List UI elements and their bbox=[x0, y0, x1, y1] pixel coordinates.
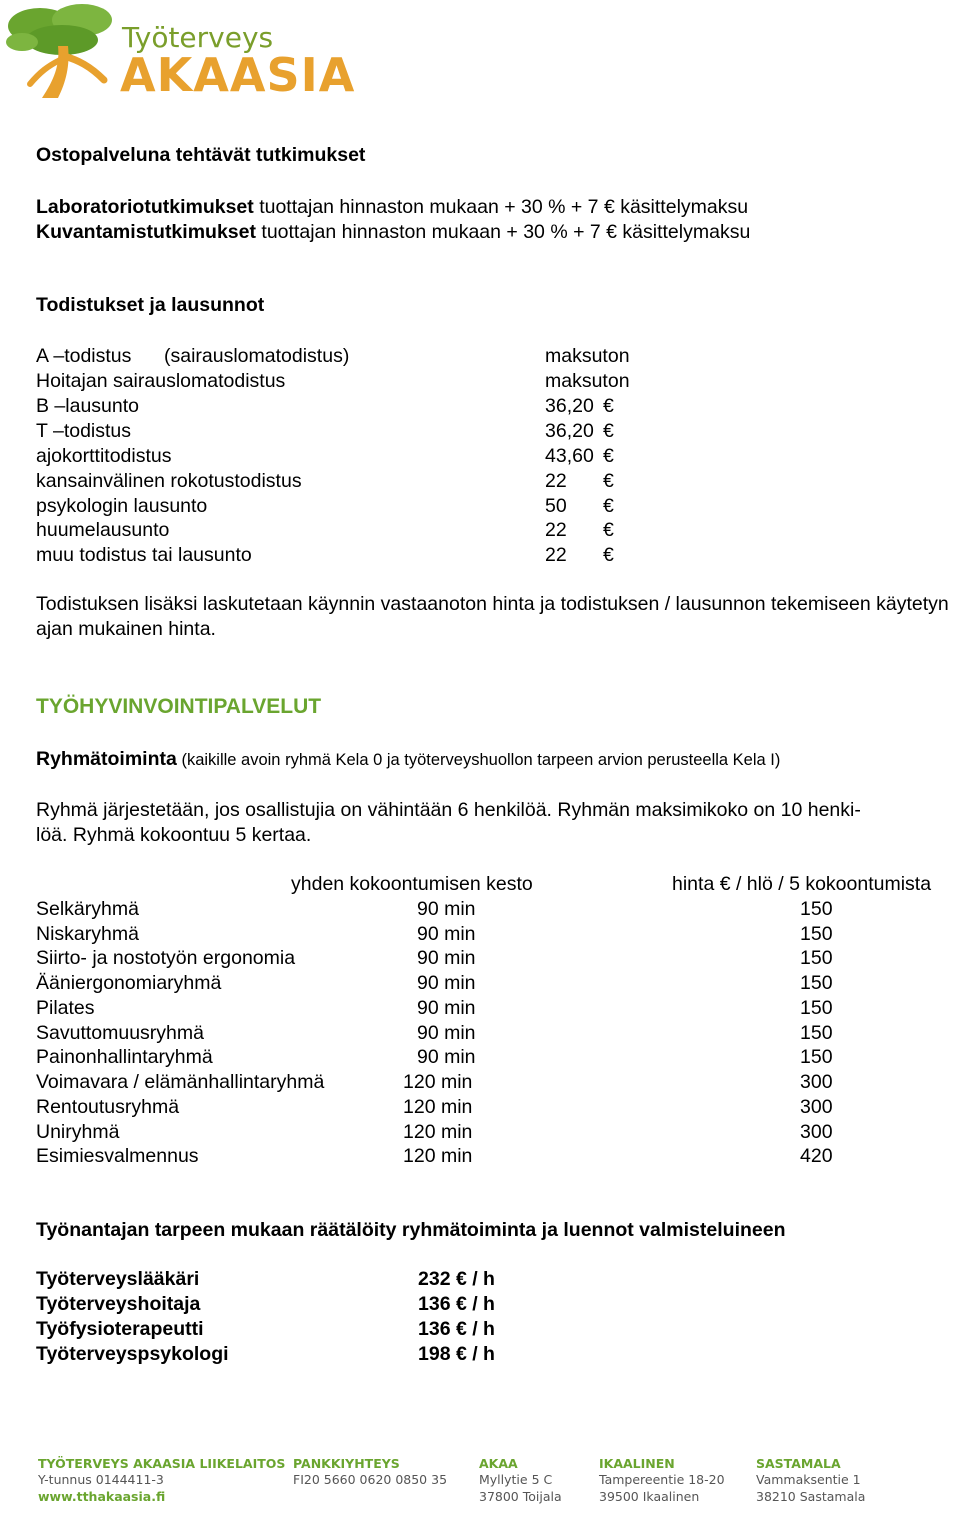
lab-text: tuottajan hinnaston mukaan + 30 % + 7 € käsittelymaksu bbox=[253, 196, 749, 218]
item-price: 22 bbox=[545, 470, 567, 492]
logo-subtitle: Työterveys bbox=[122, 21, 274, 54]
euro-sign: € bbox=[603, 445, 614, 467]
duration-header: yhden kokoontumisen kesto bbox=[291, 873, 533, 895]
item-price: 36,20 bbox=[545, 420, 594, 442]
group-activity-heading bbox=[36, 750, 780, 770]
role-name: Työfysioterapeutti bbox=[36, 1318, 204, 1340]
group-name: Painonhallintaryhmä bbox=[36, 1046, 213, 1068]
group-name: Esimiesvalmennus bbox=[36, 1145, 199, 1167]
footer-sastamala-street: Vammaksentie 1 bbox=[756, 1472, 861, 1487]
list-item bbox=[36, 472, 302, 492]
item-price: maksuton bbox=[545, 370, 630, 392]
table-row bbox=[36, 925, 139, 945]
footer-company-head: TYÖTERVEYS AKAASIA LIIKELAITOS bbox=[38, 1456, 286, 1471]
group-duration: 90 min bbox=[417, 997, 476, 1019]
section-title: Ostopalveluna tehtävät tutkimukset bbox=[36, 144, 366, 166]
item-name: Hoitajan sairauslomatodistus bbox=[36, 370, 286, 392]
item-price: maksuton bbox=[545, 345, 630, 367]
group-duration: 120 min bbox=[403, 1145, 473, 1167]
item-name: A –todistus bbox=[36, 345, 132, 367]
footer-company-id: Y-tunnus 0144411-3 bbox=[38, 1472, 164, 1487]
table-row bbox=[36, 1048, 213, 1068]
item-price: 43,60 bbox=[545, 445, 594, 467]
table-row bbox=[36, 949, 295, 969]
group-price: 300 bbox=[800, 1096, 833, 1118]
footer-akaa-street: Myllytie 5 C bbox=[479, 1472, 553, 1487]
group-name: Ääniergonomiaryhmä bbox=[36, 972, 222, 994]
item-name: psykologin lausunto bbox=[36, 495, 208, 517]
footer-bank-iban: FI20 5660 0620 0850 35 bbox=[293, 1472, 448, 1487]
certificates-note: Todistuksen lisäksi laskutetaan käynnin vastaanoton hinta ja todistuksen / lausunnon tekemiseen käytetyn ajan mukainen hinta. bbox=[36, 593, 949, 640]
table-row bbox=[36, 1073, 324, 1093]
group-duration: 90 min bbox=[417, 923, 476, 945]
table-row bbox=[36, 900, 139, 920]
footer-akaa-head: AKAA bbox=[479, 1456, 518, 1471]
item-name: B –lausunto bbox=[36, 395, 139, 417]
euro-sign: € bbox=[603, 495, 614, 517]
table-row bbox=[36, 1024, 204, 1044]
list-item bbox=[36, 1345, 229, 1365]
group-price: 420 bbox=[800, 1145, 833, 1167]
list-item bbox=[36, 521, 169, 541]
list-item bbox=[36, 1270, 199, 1290]
imaging-row bbox=[36, 223, 750, 243]
group-price: 150 bbox=[800, 972, 833, 994]
group-text-line2: löä. Ryhmä kokoontuu 5 kertaa. bbox=[36, 824, 312, 846]
footer-bank-head: PANKKIYHTEYS bbox=[293, 1456, 400, 1471]
logo-title: AKAASIA bbox=[120, 48, 356, 102]
role-name: Työterveyspsykologi bbox=[36, 1343, 229, 1365]
footer-akaa-city: 37800 Toijala bbox=[479, 1489, 562, 1504]
group-name: Niskaryhmä bbox=[36, 923, 139, 945]
euro-sign: € bbox=[603, 420, 614, 442]
tree-icon bbox=[0, 0, 125, 100]
list-item bbox=[36, 422, 131, 442]
role-price: 136 € / h bbox=[418, 1318, 495, 1340]
item-name: T –todistus bbox=[36, 420, 132, 442]
role-name: Työterveyslääkäri bbox=[36, 1268, 200, 1290]
footer-company-web[interactable]: www.tthakaasia.fi bbox=[38, 1489, 166, 1504]
item-price: 22 bbox=[545, 519, 567, 541]
footer-ikaalinen-city: 39500 Ikaalinen bbox=[599, 1489, 700, 1504]
role-price: 232 € / h bbox=[418, 1268, 495, 1290]
footer-ikaalinen-head: IKAALINEN bbox=[599, 1456, 675, 1471]
table-row bbox=[36, 974, 221, 994]
lab-label: Laboratoriotutkimukset bbox=[36, 196, 254, 218]
imaging-label: Kuvantamistutkimukset bbox=[36, 221, 256, 243]
group-duration: 90 min bbox=[417, 1046, 476, 1068]
group-name: Rentoutusryhmä bbox=[36, 1096, 180, 1118]
group-duration: 90 min bbox=[417, 947, 476, 969]
role-name: Työterveyshoitaja bbox=[36, 1293, 201, 1315]
group-price: 150 bbox=[800, 947, 833, 969]
group-price: 300 bbox=[800, 1071, 833, 1093]
item-name: huumelausunto bbox=[36, 519, 170, 541]
imaging-text: tuottajan hinnaston mukaan + 30 % + 7 € käsittelymaksu bbox=[255, 221, 751, 243]
table-row bbox=[36, 1098, 179, 1118]
role-price: 136 € / h bbox=[418, 1293, 495, 1315]
group-price: 150 bbox=[800, 923, 833, 945]
group-price: 300 bbox=[800, 1121, 833, 1143]
price-header: hinta € / hlö / 5 kokoontumista bbox=[672, 873, 932, 895]
list-item bbox=[36, 372, 285, 392]
list-item bbox=[36, 1320, 204, 1340]
group-name: Siirto- ja nostotyön ergonomia bbox=[36, 947, 296, 969]
item-name: muu todistus tai lausunto bbox=[36, 544, 252, 566]
list-item bbox=[36, 1295, 200, 1315]
euro-sign: € bbox=[603, 519, 614, 541]
group-price: 150 bbox=[800, 898, 833, 920]
table-row bbox=[36, 1147, 199, 1167]
list-item bbox=[36, 497, 207, 517]
group-text-line1: Ryhmä järjestetään, jos osallistujia on vähintään 6 henkilöä. Ryhmän maksimikoko on 10 henki- bbox=[36, 799, 861, 821]
group-duration: 90 min bbox=[417, 972, 476, 994]
lab-row bbox=[36, 198, 748, 218]
group-name: Selkäryhmä bbox=[36, 898, 139, 920]
group-duration: 120 min bbox=[403, 1096, 473, 1118]
footer-sastamala-city: 38210 Sastamala bbox=[756, 1489, 866, 1504]
logo bbox=[0, 0, 356, 102]
item-note: (sairauslomatodistus) bbox=[164, 345, 350, 367]
list-item bbox=[36, 546, 252, 566]
footer-ikaalinen-street: Tampereentie 18-20 bbox=[599, 1472, 725, 1487]
euro-sign: € bbox=[603, 470, 614, 492]
group-name: Uniryhmä bbox=[36, 1121, 120, 1143]
custom-title: Työnantajan tarpeen mukaan räätälöity ryhmätoiminta ja luennot valmisteluineen bbox=[36, 1219, 786, 1241]
group-name: Voimavara / elämänhallintaryhmä bbox=[36, 1071, 325, 1093]
group-duration: 90 min bbox=[417, 898, 476, 920]
table-row bbox=[36, 1123, 119, 1143]
group-duration: 120 min bbox=[403, 1071, 473, 1093]
group-duration: 90 min bbox=[417, 1022, 476, 1044]
certificates-title: Todistukset ja lausunnot bbox=[36, 294, 265, 316]
item-price: 22 bbox=[545, 544, 567, 566]
role-price: 198 € / h bbox=[418, 1343, 495, 1365]
item-price: 36,20 bbox=[545, 395, 594, 417]
item-name: kansainvälinen rokotustodistus bbox=[36, 470, 302, 492]
group-note: (kaikille avoin ryhmä Kela 0 ja työterveyshuollon tarpeen arvion perusteella Kela I) bbox=[176, 751, 781, 769]
group-price: 150 bbox=[800, 1022, 833, 1044]
group-label: Ryhmätoiminta bbox=[36, 748, 177, 770]
item-price: 50 bbox=[545, 495, 567, 517]
group-price: 150 bbox=[800, 1046, 833, 1068]
group-price: 150 bbox=[800, 997, 833, 1019]
item-name: ajokorttitodistus bbox=[36, 445, 172, 467]
list-item bbox=[36, 397, 139, 417]
wellbeing-title: TYÖHYVINVOINTIPALVELUT bbox=[36, 695, 322, 718]
list-item bbox=[36, 447, 171, 467]
group-name: Pilates bbox=[36, 997, 95, 1019]
group-name: Savuttomuusryhmä bbox=[36, 1022, 204, 1044]
euro-sign: € bbox=[603, 395, 614, 417]
table-row bbox=[36, 999, 95, 1019]
footer-sastamala-head: SASTAMALA bbox=[756, 1456, 841, 1471]
group-duration: 120 min bbox=[403, 1121, 473, 1143]
list-item bbox=[36, 347, 131, 367]
euro-sign: € bbox=[603, 544, 614, 566]
